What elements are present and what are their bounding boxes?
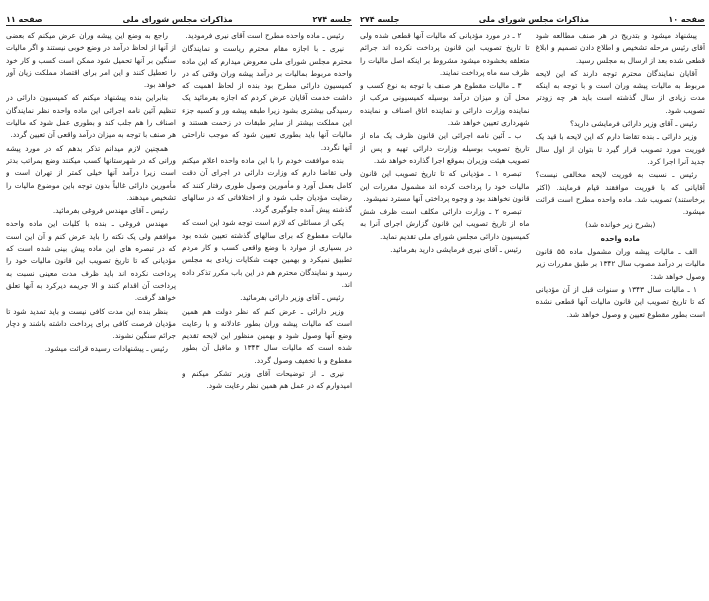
journal-title: مذاکرات مجلس شورای ملی [478, 15, 590, 24]
paragraph: ماده واحده [600, 233, 640, 243]
paragraph: ۲ ـ در مورد مؤدیانی که مالیات آنها قطعی شده ولی تا تاریخ تصویب این قانون پرداخت نکرده اند جرائم متعلقه بخشوده میشود مشروط بر اینکه اصل مالیات را ظرف سه ماه پرداخت نمایند. [360, 31, 530, 77]
paragraph: رئیس ـ نسبت به فوریت لایحه مخالفی نیست؟ آقایانی که با فوریت موافقند قیام فرمایند. (اکثر برخاستند) تصویب شد. ماده واحده مطرح است قرائت میشود. [535, 170, 705, 217]
paragraph: بنظر بنده این مدت کافی نیست و باید تمدید شود تا مؤدیان فرصت کافی برای پرداخت داشته باشند و دچار جرائم سنگین نشوند. [6, 306, 176, 341]
paragraph: راجع به وضع این پیشه وران عرض میکنم که بعضی از آنها از لحاظ درآمد در وضع خوبی نیستند و اگر مالیات سنگین بر آنها تحمیل شود ممکن است کسب و کار خود را تعطیل کنند و این امر برای اقتصاد مملکت زیان آور خواهد بود. [6, 31, 176, 90]
journal-title: مذاکرات مجلس شورای ملی [122, 15, 233, 24]
paragraph: وزیر دارائی ـ بنده تقاضا دارم که این لایحه با قید یک فوریت مورد تصویب قرار گیرد تا بتوان از اول سال جدید آنرا اجرا کرد. [535, 132, 705, 166]
paragraph: (بشرح زیر خوانده شد) [585, 220, 656, 230]
page-number: صفحه ۱۱ [6, 15, 43, 24]
paragraph: پیشنهاد میشود و بتدریج در هر صنف مطالعه شود آقای رئیس مرحله تشخیص و اطلاع دادن تصمیم و ابلاغ قطعی شده بعد از ارسال به مجلس رسید. [535, 31, 705, 65]
paragraph: رئیس ـ آقای نیری فرمایشی دارید بفرمائید. [390, 245, 522, 255]
page-number: صفحه ۱۰ [668, 15, 705, 24]
paragraph: رئیس ـ آقای وزیر دارائی فرمایشی دارید؟ [569, 119, 697, 129]
session-number: جلسه ۲۷۴ [312, 15, 352, 24]
paragraph: ب ـ آئین نامه اجرائی این قانون ظرف یک ماه از تاریخ تصویب بوسیله وزارت دارائی تهیه و پس از تصویب هیئت وزیران بموقع اجرا گذارده خواهد شد. [360, 131, 530, 165]
paragraph: ۱ ـ مالیات سال ۱۳۴۳ و سنوات قبل از آن مؤدیانی که تا تاریخ تصویب این قانون مالیات آنها قطعی نشده است بطور مقطوع تعیین و وصول خواهد شد. [535, 284, 705, 319]
paragraph: بنده موافقت خودم را با این ماده واحده اعلام میکنم ولی تقاضا دارم که وزارت دارائی در اجرای آن دقت کامل بعمل آورد و مأمورین وصول طوری رفتار کنند که رضایت مؤدیان جلب شود و از اختلافاتی که در سالهای گذشته پیش آمده جلوگیری گردد. [182, 155, 352, 215]
paragraph: ۳ ـ مالیات مقطوع هر صنف با توجه به نوع کسب و محل آن و میزان درآمد بوسیله کمیسیونی مرکب از نماینده وزارت دارائی و نماینده اتاق اصناف و نماینده شهرداری تعیین خواهد شد. [360, 81, 530, 128]
paragraph: تبصره ۲ ـ وزارت دارائی مکلف است ظرف شش ماه از تاریخ تصویب این قانون گزارش اجرای آنرا به کمیسیون دارائی مجلس شورای ملی تقدیم نماید. [360, 207, 530, 241]
paragraph: یکی از مسائلی که لازم است توجه شود این است که مالیات مقطوع که برای سالهای گذشته تعیین شده بود در بسیاری از موارد با وضع واقعی کسب و کار مردم تطبیق نمیکرد و بهمین جهت شکایات زیادی به مجلس رسید و نمایندگان محترم هم در این باب مکرر تذکر داده اند. [182, 218, 352, 289]
text-column [182, 30, 352, 597]
paragraph: رئیس ـ پیشنهادات رسیده قرائت میشود. [44, 344, 168, 354]
paragraph: تبصره ۱ ـ مؤدیانی که تا تاریخ تصویب این قانون مالیات خود را پرداخت کرده اند مشمول مقررات این قانون نخواهند بود و وجوه پرداختی آنها مسترد نمیشود. [360, 169, 530, 203]
session-number: جلسه ۲۷۴ [360, 15, 400, 24]
paragraph: الف ـ مالیات پیشه وران مشمول ماده ۵۵ قانون مالیات بر درآمد مصوب سال ۱۳۴۲ بر طبق مقررات زیر وصول خواهد شد: [535, 247, 705, 281]
paragraph: نیری ـ از توضیحات آقای وزیر تشکر میکنم و امیدوارم که در عمل هم همین نظر رعایت شود. [182, 369, 352, 391]
text-column [536, 30, 706, 597]
paragraph: وزیر دارائی ـ عرض کنم که نظر دولت هم همین است که مالیات پیشه وران بطور عادلانه و با رعایت وضع آنها وصول شود و بهمین منظور این لایحه تقدیم شده است که مالیات سال ۱۳۴۳ و ماقبل آن بطور مقطوع و با تخفیف وصول گردد. [182, 306, 352, 365]
paragraph: رئیس ـ آقای مهندس فروغی بفرمائید. [52, 206, 168, 216]
paragraph: رئیس ـ ماده واحده مطرح است آقای نیری فرمودید. [185, 31, 344, 40]
paragraph: همچنین لازم میدانم تذکر بدهم که در مورد پیشه ورانی که در شهرستانها کسب میکنند وضع بمراتب بدتر است زیرا درآمد آنها خیلی کمتر از تهران است و مأمورین دارائی غالباً بدون توجه باین موضوع مالیات را تشخیص میدهند. [6, 143, 176, 202]
right-page [358, 0, 707, 601]
text-column [6, 30, 176, 597]
paragraph: مهندس فروغی ـ بنده با کلیات این ماده واحده موافقم ولی یک نکته را باید عرض کنم و آن این است که در تبصره های این ماده پیش بینی شده است که مؤدیانی که تا تاریخ تصویب این قانون مالیات خود را پرداخت نکرده اند باید ظرف مدت معینی نسبت به پرداخت آن اقدام کنند و الا جریمه دیرکرد به آنها تعلق خواهد گرفت. [6, 219, 176, 303]
left-page [4, 0, 354, 601]
paragraph: بنابراین بنده پیشنهاد میکنم که کمیسیون دارائی در تنظیم آئین نامه اجرائی این ماده واحده نظر نمایندگان اصناف را هم جلب کند و بطوری عمل شود که مالیات هر صنف با توجه به میزان درآمد واقعی آن تعیین گردد. [6, 93, 176, 140]
page-header [360, 12, 705, 26]
page-header [6, 12, 352, 26]
paragraph: رئیس ـ آقای وزیر دارائی بفرمائید. [240, 293, 344, 303]
paragraph: آقایان نمایندگان محترم توجه دارند که این لایحه مربوط به مالیات پیشه وران است و با توجه به اینکه مدت زیادی از سال گذشته است باید هر چه زودتر تصویب شود. [535, 68, 705, 115]
paragraph: نیری ـ با اجازه مقام محترم ریاست و نمایندگان محترم مجلس شورای ملی معروض میدارم که این ماده واحده مربوط بمالیات بر درآمد پیشه وران وقتی که در کمیسیون دارائی مطرح بود بنده از لحاظ اهمیت که داشت خدمت آقایان عرض کردم که اجازه بفرمائید یک رسیدگی بیشتری بشود زیرا طبقه پیشه ور و کسبه جزء این مملکت بیشتر از سایر طبقات در زحمت هستند و مالیات آنها باید بطوری تعیین شود که موجب ناراحتی آنها نگردد. [182, 44, 352, 152]
text-column [360, 30, 530, 597]
